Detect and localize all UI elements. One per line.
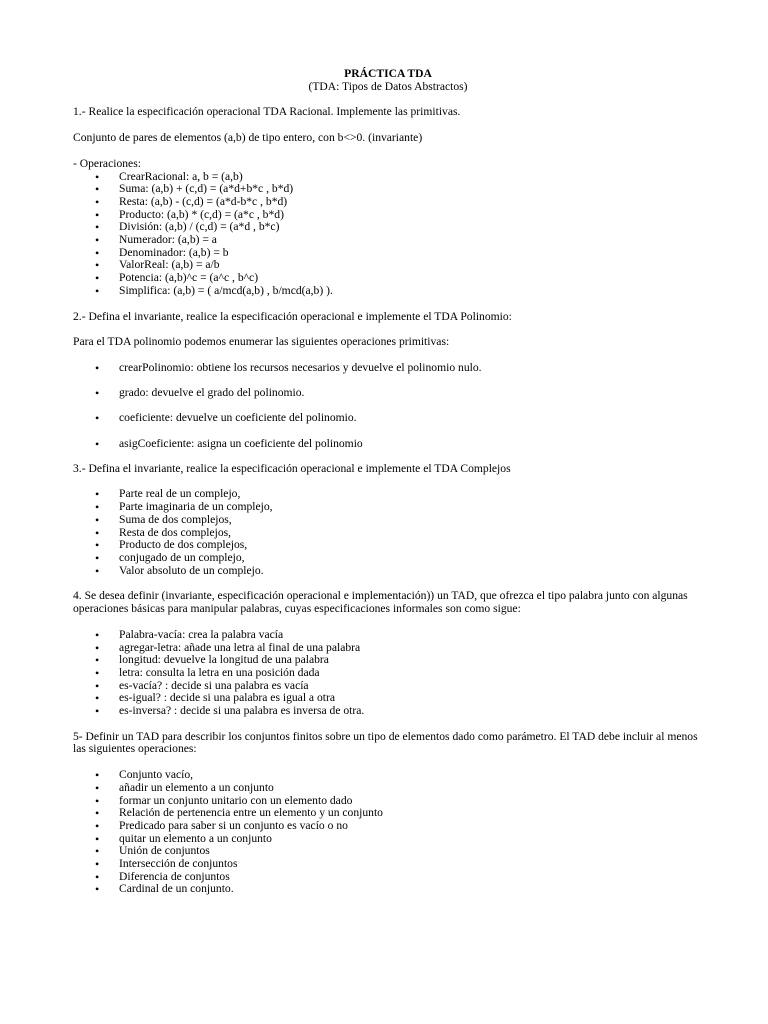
list-item: • Diferencia de conjuntos	[73, 871, 703, 884]
list-item: • longitud: devuelve la longitud de una palabra	[73, 654, 703, 667]
list-item: • añadir un elemento a un conjunto	[73, 782, 703, 795]
list-item: • conjugado de un complejo,	[73, 552, 703, 565]
list-item: • Palabra-vacía: crea la palabra vacía	[73, 629, 703, 642]
list-item: • ValorReal: (a,b) = a/b	[73, 259, 703, 272]
list-item: • Resta de dos complejos,	[73, 527, 703, 540]
list-item: • coeficiente: devuelve un coeficiente del polinomio.	[73, 412, 703, 425]
section-2-intro: Para el TDA polinomio podemos enumerar las siguientes operaciones primitivas:	[73, 335, 450, 349]
section-4-heading: 4. Se desea definir (invariante, especificación operacional e implementación)) un TAD, que ofrezca el tipo palabra junto con algunas operaciones básicas para manipular palabras, cuyas especificaciones informales son como sigue:	[73, 589, 688, 616]
list-item: • CrearRacional: a, b = (a,b)	[73, 171, 703, 184]
list-item: • Valor absoluto de un complejo.	[73, 565, 703, 578]
list-item: • es-inversa? : decide si una palabra es inversa de otra.	[73, 705, 703, 718]
list-item: • Potencia: (a,b)^c = (a^c , b^c)	[73, 272, 703, 285]
list-item: • crearPolinomio: obtiene los recursos necesarios y devuelve el polinomio nulo.	[73, 362, 703, 375]
document-title: PRÁCTICA TDA	[344, 67, 432, 80]
section-1-ops-label: - Operaciones:	[73, 156, 141, 170]
section-3-list	[73, 488, 703, 577]
list-item: • Unión de conjuntos	[73, 845, 703, 858]
list-item: • quitar un elemento a un conjunto	[73, 833, 703, 846]
list-item: • letra: consulta la letra en una posición dada	[73, 667, 703, 680]
list-item: • Parte real de un complejo,	[73, 488, 703, 501]
section-1-list	[73, 171, 703, 298]
section-3-heading: 3.- Defina el invariante, realice la especificación operacional e implemente el TDA Complejos	[73, 461, 511, 475]
list-item: • Resta: (a,b) - (c,d) = (a*d-b*c , b*d)	[73, 196, 703, 209]
list-item: • Numerador: (a,b) = a	[73, 234, 703, 247]
list-item: • Cardinal de un conjunto.	[73, 883, 703, 896]
document-subtitle: (TDA: Tipos de Datos Abstractos)	[308, 79, 468, 93]
section-2-heading: 2.- Defina el invariante, realice la especificación operacional e implemente el TDA Polinomio:	[73, 309, 512, 323]
list-item: • Parte imaginaria de un complejo,	[73, 501, 703, 514]
list-item: • Relación de pertenencia entre un elemento y un conjunto	[73, 807, 703, 820]
list-item: • agregar-letra: añade una letra al final de una palabra	[73, 642, 703, 655]
list-item: • es-vacía? : decide si una palabra es vacía	[73, 680, 703, 693]
section-2-list	[73, 362, 703, 450]
list-item: • Producto: (a,b) * (c,d) = (a*c , b*d)	[73, 209, 703, 222]
list-item: • asigCoeficiente: asigna un coeficiente del polinomio	[73, 438, 703, 451]
list-item: • formar un conjunto unitario con un elemento dado	[73, 795, 703, 808]
list-item: • Intersección de conjuntos	[73, 858, 703, 871]
list-item: • División: (a,b) / (c,d) = (a*d , b*c)	[73, 221, 703, 234]
section-4-list	[73, 629, 703, 718]
list-item: • Simplifica: (a,b) = ( a/mcd(a,b) , b/mcd(a,b) ).	[73, 285, 703, 298]
list-item: • Suma: (a,b) + (c,d) = (a*d+b*c , b*d)	[73, 183, 703, 196]
list-item: • es-igual? : decide si una palabra es igual a otra	[73, 692, 703, 705]
list-item: • Suma de dos complejos,	[73, 514, 703, 527]
list-item: • Denominador: (a,b) = b	[73, 247, 703, 260]
section-1-heading: 1.- Realice la especificación operacional TDA Racional. Implemente las primitivas.	[73, 105, 461, 119]
section-1-intro: Conjunto de pares de elementos (a,b) de tipo entero, con b<>0. (invariante)	[73, 131, 423, 145]
list-item: • Producto de dos complejos,	[73, 539, 703, 552]
list-item: • Predicado para saber si un conjunto es vacío o no	[73, 820, 703, 833]
list-item: • grado: devuelve el grado del polinomio.	[73, 387, 703, 400]
document-page	[73, 68, 703, 909]
section-5-heading: 5- Definir un TAD para describir los conjuntos finitos sobre un tipo de elementos dado como parámetro. El TAD debe incluir al menos las siguientes operaciones:	[73, 729, 698, 756]
section-5-list	[73, 769, 703, 896]
list-item: • Conjunto vacío,	[73, 769, 703, 782]
